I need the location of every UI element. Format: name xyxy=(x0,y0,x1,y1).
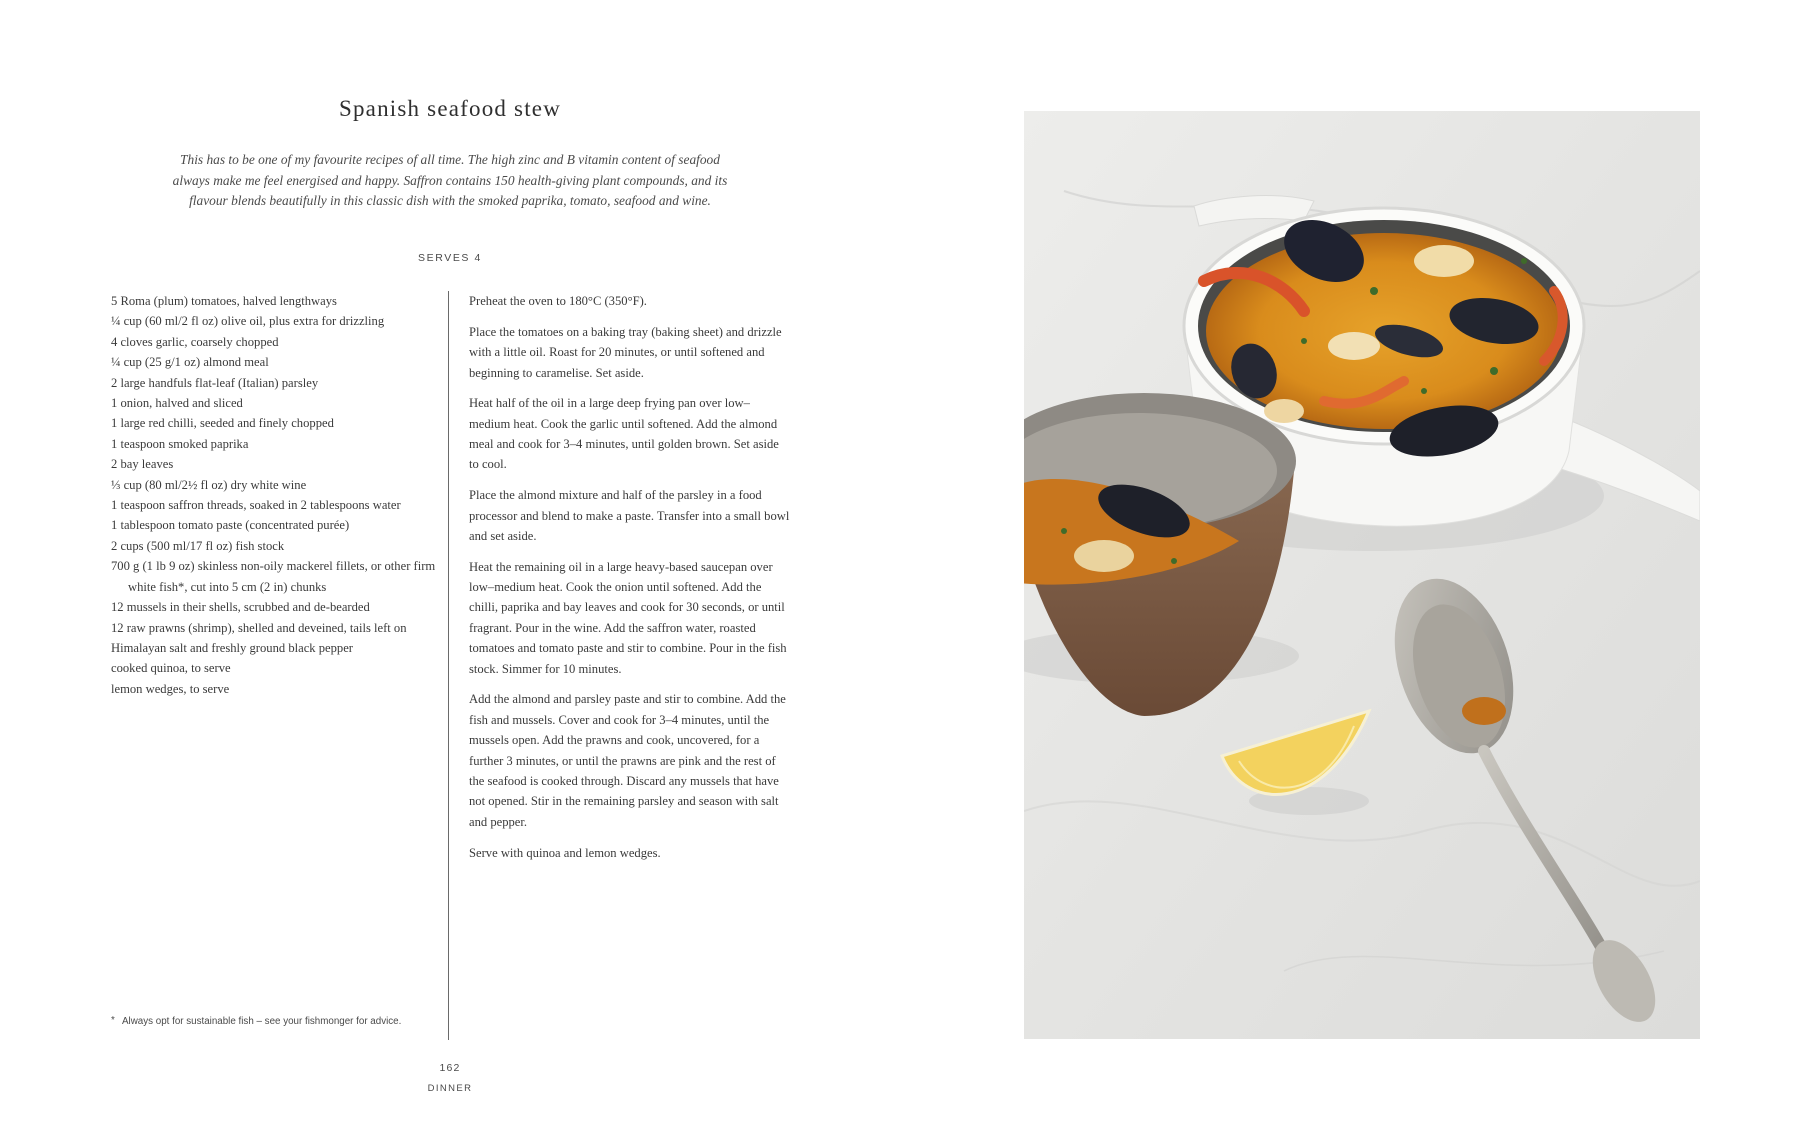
ingredient-item: lemon wedges, to serve xyxy=(111,681,230,696)
ingredient-item: 2 large handfuls flat-leaf (Italian) parsley xyxy=(111,375,319,390)
serves-label: SERVES 4 xyxy=(418,252,482,264)
page-number: 162 xyxy=(439,1062,461,1074)
ingredient-item: 1 tablespoon tomato paste (concentrated purée) xyxy=(111,518,350,533)
method-step: Heat the remaining oil in a large heavy-based saucepan over low–medium heat. Cook the onion until softened. Add the chilli, paprika and bay leaves and cook for 30 seconds, or until fragrant. Pour in the wine. Add the saffron water, roasted tomatoes and tomato paste and stir to combine. Pour in the fish stock. Simmer for 10 minutes. xyxy=(469,559,787,676)
ingredient-item: 700 g (1 lb 9 oz) skinless non-oily mackerel fillets, or other firm white fish*, cut into 5 cm (2 in) chunks xyxy=(111,559,436,594)
ingredient-item: Himalayan salt and freshly ground black pepper xyxy=(111,640,353,655)
column-divider xyxy=(448,291,449,1040)
ingredient-item: 12 mussels in their shells, scrubbed and de-bearded xyxy=(111,600,370,615)
ingredient-item: cooked quinoa, to serve xyxy=(111,661,231,676)
ingredient-item: ¼ cup (25 g/1 oz) almond meal xyxy=(111,355,269,370)
footnote xyxy=(111,1013,411,1030)
ingredient-item: 1 teaspoon saffron threads, soaked in 2 tablespoons water xyxy=(111,498,401,513)
ingredient-item: 1 teaspoon smoked paprika xyxy=(111,436,249,451)
ingredient-item: 1 large red chilli, seeded and finely chopped xyxy=(111,416,334,431)
ingredients-list xyxy=(111,291,441,699)
footnote-text: Always opt for sustainable fish – see your fishmonger for advice. xyxy=(122,1016,402,1027)
ingredient-item: 12 raw prawns (shrimp), shelled and deveined, tails left on xyxy=(111,620,407,635)
method-steps xyxy=(469,291,791,873)
section-label: DINNER xyxy=(427,1083,473,1094)
ingredient-item: 2 bay leaves xyxy=(111,457,174,472)
ingredient-item: 1 onion, halved and sliced xyxy=(111,396,243,411)
method-step: Add the almond and parsley paste and stir to combine. Add the fish and mussels. Cover and cook for 3–4 minutes, until the mussels open. Add the prawns and cook, uncovered, for a further 3 minutes, or until the prawns are pink and the rest of the seafood is cooked through. Discard any mussels that have not opened. Stir in the remaining parsley and season with salt and pepper. xyxy=(469,692,786,829)
method-step: Place the tomatoes on a baking tray (baking sheet) and drizzle with a little oil. Roast for 20 minutes, or until softened and beginning to caramelise. Set aside. xyxy=(469,324,782,380)
recipe-title: Spanish seafood stew xyxy=(338,96,562,121)
ingredient-item: 5 Roma (plum) tomatoes, halved lengthways xyxy=(111,294,337,308)
method-step: Serve with quinoa and lemon wedges. xyxy=(469,845,661,860)
recipe-intro: This has to be one of my favourite recipes of all time. The high zinc and B vitamin content of seafood always make me feel energised and happy. Saffron contains 150 health-giving plant compounds, and its flavour blends beautifully in this classic dish with the smoked paprika, tomato, seafood and wine. xyxy=(172,152,728,208)
seafood-stew-photo xyxy=(1024,111,1700,1039)
ingredient-item: ¼ cup (60 ml/2 fl oz) olive oil, plus extra for drizzling xyxy=(111,314,385,329)
ingredient-item: ⅓ cup (80 ml/2½ fl oz) dry white wine xyxy=(111,477,307,492)
method-step: Place the almond mixture and half of the parsley in a food processor and blend to make a paste. Transfer into a small bowl and set aside. xyxy=(469,488,790,543)
method-step: Heat half of the oil in a large deep frying pan over low–medium heat. Cook the garlic until softened. Add the almond meal and cook for 3–4 minutes, until golden brown. Set aside to cool. xyxy=(469,396,779,472)
method-step: Preheat the oven to 180°C (350°F). xyxy=(469,294,647,308)
ingredient-item: 2 cups (500 ml/17 fl oz) fish stock xyxy=(111,538,285,553)
ingredient-item: 4 cloves garlic, coarsely chopped xyxy=(111,334,279,349)
footnote-mark: * xyxy=(111,1015,115,1026)
